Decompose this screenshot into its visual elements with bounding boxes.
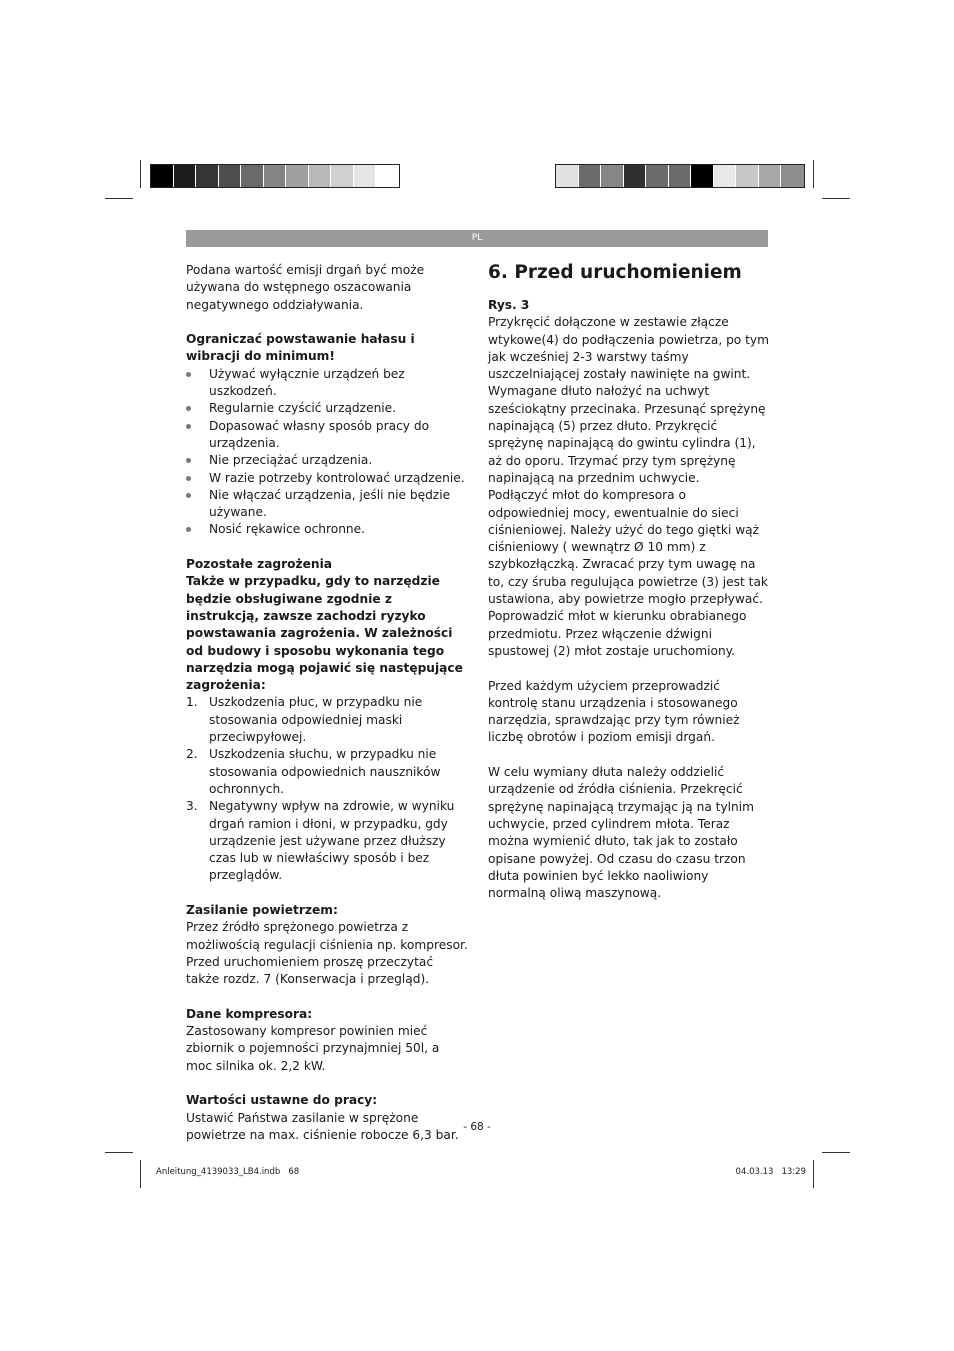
- color-swatch: [646, 165, 669, 187]
- print-footer-date: 04.03.13 13:29: [735, 1167, 806, 1177]
- noise-list-item: Regularnie czyścić urządzenie.: [186, 400, 468, 417]
- risks-intro: Także w przypadku, gdy to narzędzie będzie obsługiwane zgodnie z instrukcją, zawsze zachodzi ryzyko powstawania zagrożenia. W zależności od budowy i sposobu wykonania tego narzędzia mogą pojawić się następujące zagrożenia:: [186, 574, 463, 693]
- risk-text: Negatywny wpływ na zdrowie, w wyniku drgań ramion i dłoni, w przypadku, gdy urządzenie jest używane przez dłuższy czas lub w niewłaściwy sposób i bez przeglądów.: [209, 799, 455, 883]
- language-header-bar: [186, 230, 768, 247]
- risk-list-item: [186, 694, 468, 746]
- risks-heading: Pozostałe zagrożenia: [186, 557, 332, 572]
- print-footer-file: Anleitung_4139033_LB4.indb 68: [156, 1167, 300, 1177]
- risk-number: 3.: [186, 799, 198, 814]
- crop-mark: [105, 198, 133, 199]
- crop-mark: [813, 1160, 814, 1188]
- noise-list: [186, 366, 468, 539]
- noise-list-item: Nosić rękawice ochronne.: [186, 521, 468, 538]
- connection-paragraph: Podłączyć młot do kompresora o odpowiedniej mocy, ewentualnie do sieci ciśnieniowej. Należy użyć do tego giętki wąż ciśnieniowy ( wewnątrz Ø 10 mm) z szybkozłączką. Zwracać przy tym uwagę na to, czy śruba regulująca powietrze (3) jest tak ustawiona, aby powietrze mogło przepływać. Poprowadzić młot w kierunku obrabianego przedmiotu. Przez włączenie dźwigni spustowej (2) młot zostaje uruchomiony.: [488, 488, 768, 658]
- work-values-text: Ustawić Państwa zasilanie w sprężone powietrze na max. ciśnienie robocze 6,3 bar.: [186, 1110, 459, 1142]
- left-column: [186, 262, 468, 1144]
- color-swatch: [669, 165, 692, 187]
- crop-mark: [140, 1160, 141, 1188]
- air-heading: Zasilanie powietrzem:: [186, 902, 338, 917]
- crop-mark: [140, 160, 141, 188]
- risk-text: Uszkodzenia płuc, w przypadku nie stosowania odpowiedniej maski przeciwpyłowej.: [209, 695, 423, 745]
- color-swatch: [781, 165, 804, 187]
- color-swatch: [714, 165, 737, 187]
- color-swatch: [309, 165, 332, 187]
- color-swatch: [624, 165, 647, 187]
- color-swatch: [264, 165, 287, 187]
- color-swatch: [241, 165, 264, 187]
- language-label: PL: [471, 233, 483, 243]
- color-swatch: [376, 165, 399, 187]
- color-swatch: [601, 165, 624, 187]
- color-swatch: [286, 165, 309, 187]
- color-swatch: [196, 165, 219, 187]
- risk-list-item: [186, 798, 468, 884]
- compressor-heading: Dane kompresora:: [186, 1006, 313, 1021]
- color-swatch: [331, 165, 354, 187]
- color-swatch: [691, 165, 714, 187]
- right-column: [488, 261, 770, 902]
- color-swatch: [219, 165, 242, 187]
- inspection-paragraph: Przed każdym użyciem przeprowadzić kontrolę stanu urządzenia i stosowanego narzędzia, sprawdzając przy tym również liczbę obrotów i poziom emisji drgań.: [488, 678, 740, 745]
- color-swatch: [354, 165, 377, 187]
- risk-list-item: [186, 746, 468, 798]
- chisel-change-paragraph: W celu wymiany dłuta należy oddzielić urządzenie od źródła ciśnienia. Przekręcić sprężynę napinającą trzymając ją na tylnim uchwycie, przed cylindrem młota. Teraz można wymienić dłuto, tak jak to zostało opisane powyżej. Od czasu do czasu trzon dłuta powinien być lekko naoliwiony normalną oliwą maszynową.: [488, 765, 755, 901]
- page-number: - 68 -: [463, 1121, 491, 1133]
- crop-mark: [813, 160, 814, 188]
- risks-list: [186, 694, 468, 884]
- color-calibration-bar-right: [555, 164, 805, 188]
- noise-list-item: Nie włączać urządzenia, jeśli nie będzie używane.: [186, 487, 468, 522]
- risk-number: 1.: [186, 695, 198, 710]
- color-swatch: [151, 165, 174, 187]
- work-values-heading: Wartości ustawne do pracy:: [186, 1093, 378, 1108]
- color-swatch: [759, 165, 782, 187]
- color-swatch: [174, 165, 197, 187]
- noise-list-item: W razie potrzeby kontrolować urządzenie.: [186, 470, 468, 487]
- noise-heading: Ograniczać powstawanie hałasu i wibracji do minimum!: [186, 332, 415, 364]
- air-text: Przez źródło sprężonego powietrza z możliwością regulacji ciśnienia np. kompresor. Przed uruchomieniem proszę przeczytać także rozdz. 7 (Konserwacja i przegląd).: [186, 920, 468, 987]
- noise-list-item: Nie przeciążać urządzenia.: [186, 452, 468, 469]
- risk-number: 2.: [186, 747, 198, 762]
- crop-mark: [822, 198, 850, 199]
- color-calibration-bar-left: [150, 164, 400, 188]
- color-swatch: [556, 165, 579, 187]
- risk-text: Uszkodzenia słuchu, w przypadku nie stosowania odpowiednich nauszników ochronnych.: [209, 747, 441, 796]
- assembly-paragraph: Przykręcić dołączone w zestawie złącze wtykowe(4) do podłączenia powietrza, po tym jak wcześniej 2-3 warstwy taśmy uszczelniającej zostały nawinięte na gwint. Wymagane dłuto nałożyć na uchwyt sześciokątny przecinaka. Przesunąć sprężynę napinającą (5) przez dłuto. Przykręcić sprężynę napinającą do gwintu cylindra (1), aż do oporu. Trzymać przy tym sprężynę napinającą na przednim uchwycie.: [488, 315, 769, 485]
- compressor-text: Zastosowany kompresor powinien mieć zbiornik o pojemności przynajmniej 50l, a moc silnika ok. 2,2 kW.: [186, 1024, 440, 1073]
- section-title: 6. Przed uruchomieniem: [488, 262, 742, 283]
- noise-list-item: Używać wyłącznie urządzeń bez uszkodzeń.: [186, 366, 468, 401]
- color-swatch: [736, 165, 759, 187]
- noise-list-item: Dopasować własny sposób pracy do urządzenia.: [186, 418, 468, 453]
- color-swatch: [579, 165, 602, 187]
- crop-mark: [105, 1152, 133, 1153]
- crop-mark: [822, 1152, 850, 1153]
- figure-label: Rys. 3: [488, 298, 530, 312]
- intro-paragraph: Podana wartość emisji drgań być może używana do wstępnego oszacowania negatywnego oddziaływania.: [186, 263, 425, 312]
